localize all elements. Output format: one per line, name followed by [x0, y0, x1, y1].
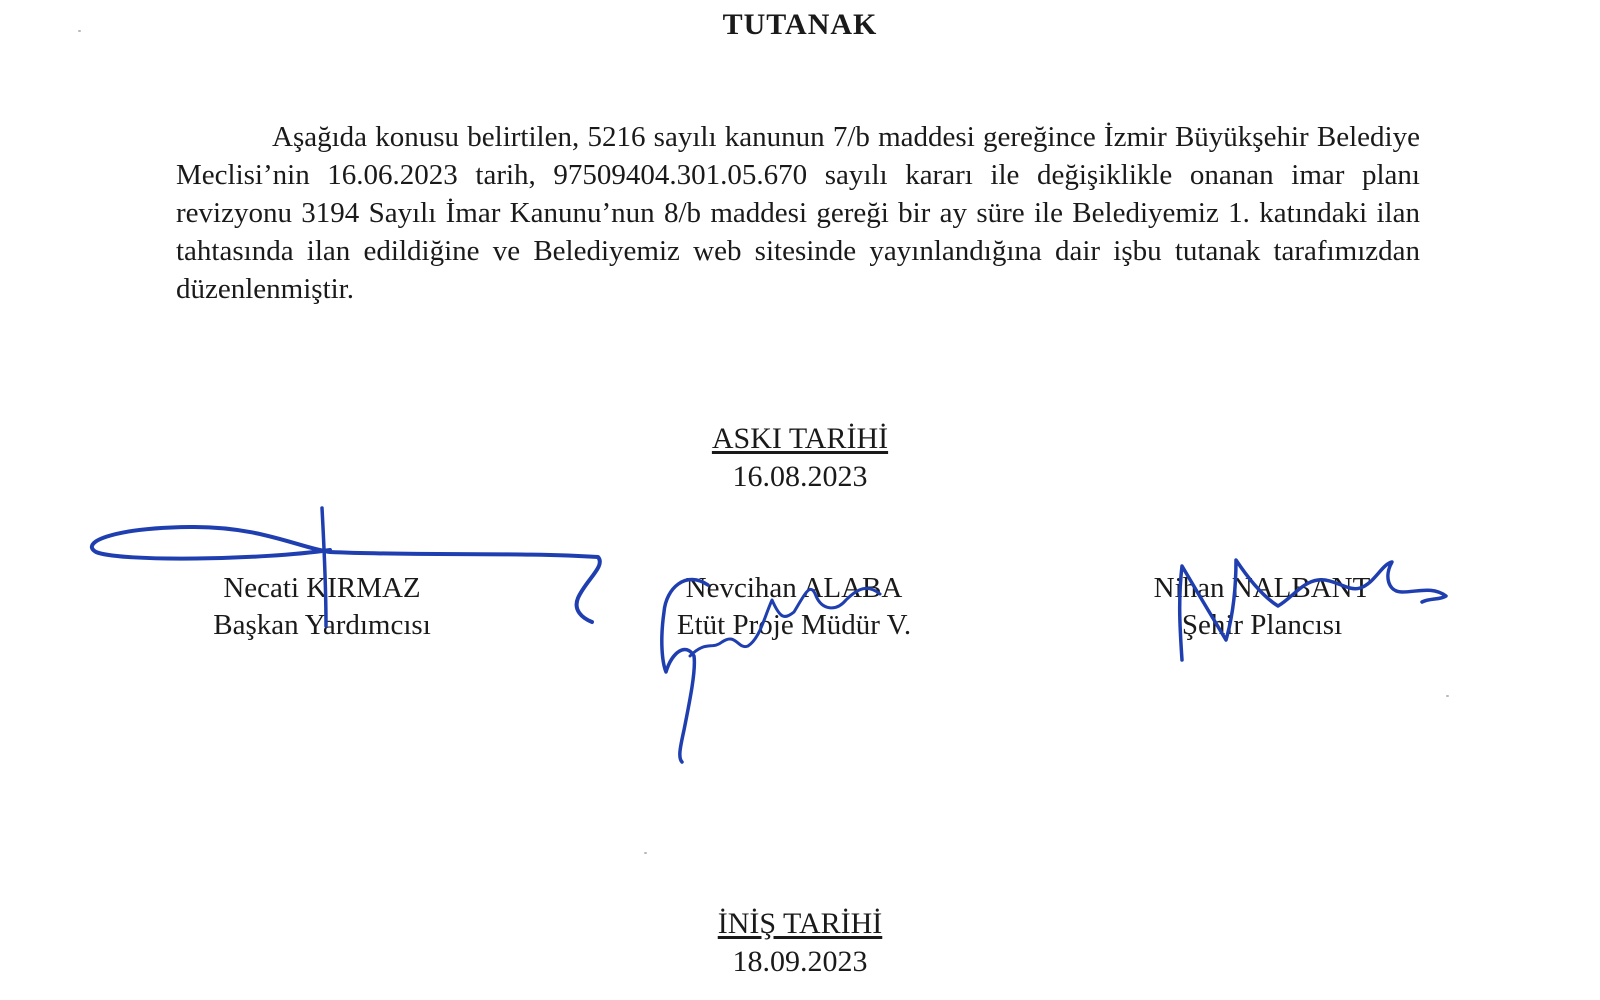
signatory-2-title: Etüt Proje Müdür V. — [676, 609, 912, 641]
inis-date-value: 18.09.2023 — [732, 945, 868, 978]
signatory-3-name: Nihan NALBANT — [1153, 572, 1371, 604]
signatory-1-name: Necati KIRMAZ — [223, 572, 421, 604]
signatory-1-title: Başkan Yardımcısı — [213, 609, 431, 641]
document-title: TUTANAK — [722, 8, 878, 41]
inis-date-block — [0, 905, 1600, 981]
inis-date-label: İNİŞ TARİHİ — [717, 907, 883, 940]
scan-speck — [1446, 695, 1449, 697]
signatory-3-title: Şehir Plancısı — [1181, 609, 1343, 641]
signatory-1 — [122, 570, 522, 644]
scan-speck — [78, 30, 81, 32]
document-body: Aşağıda konusu belirtilen, 5216 sayılı kanunun 7/b maddesi gereğince İzmir Büyükşehir Belediye Meclisi’nin 16.06.2023 tarih, 97509404.301.05.670 sayılı kararı ile değişiklikle onanan imar planı revizyonu 3194 Sayılı İmar Kanunu’nun 8/b maddesi gereği bir ay süre ile Belediyemiz 1. katındaki ilan tahtasında ilan edildiğine ve Belediyemiz web sitesinde yayınlandığına dair işbu tutanak tarafımızdan düzenlenmiştir. — [176, 121, 1420, 305]
aski-date-value: 16.08.2023 — [732, 460, 868, 493]
aski-date-block — [0, 420, 1600, 496]
aski-date-label: ASKI TARİHİ — [711, 422, 889, 455]
signatory-2-name: Nevcihan ALABA — [685, 572, 903, 604]
signatory-2 — [594, 570, 994, 644]
signatory-3 — [1062, 570, 1462, 644]
scan-speck — [644, 852, 647, 854]
